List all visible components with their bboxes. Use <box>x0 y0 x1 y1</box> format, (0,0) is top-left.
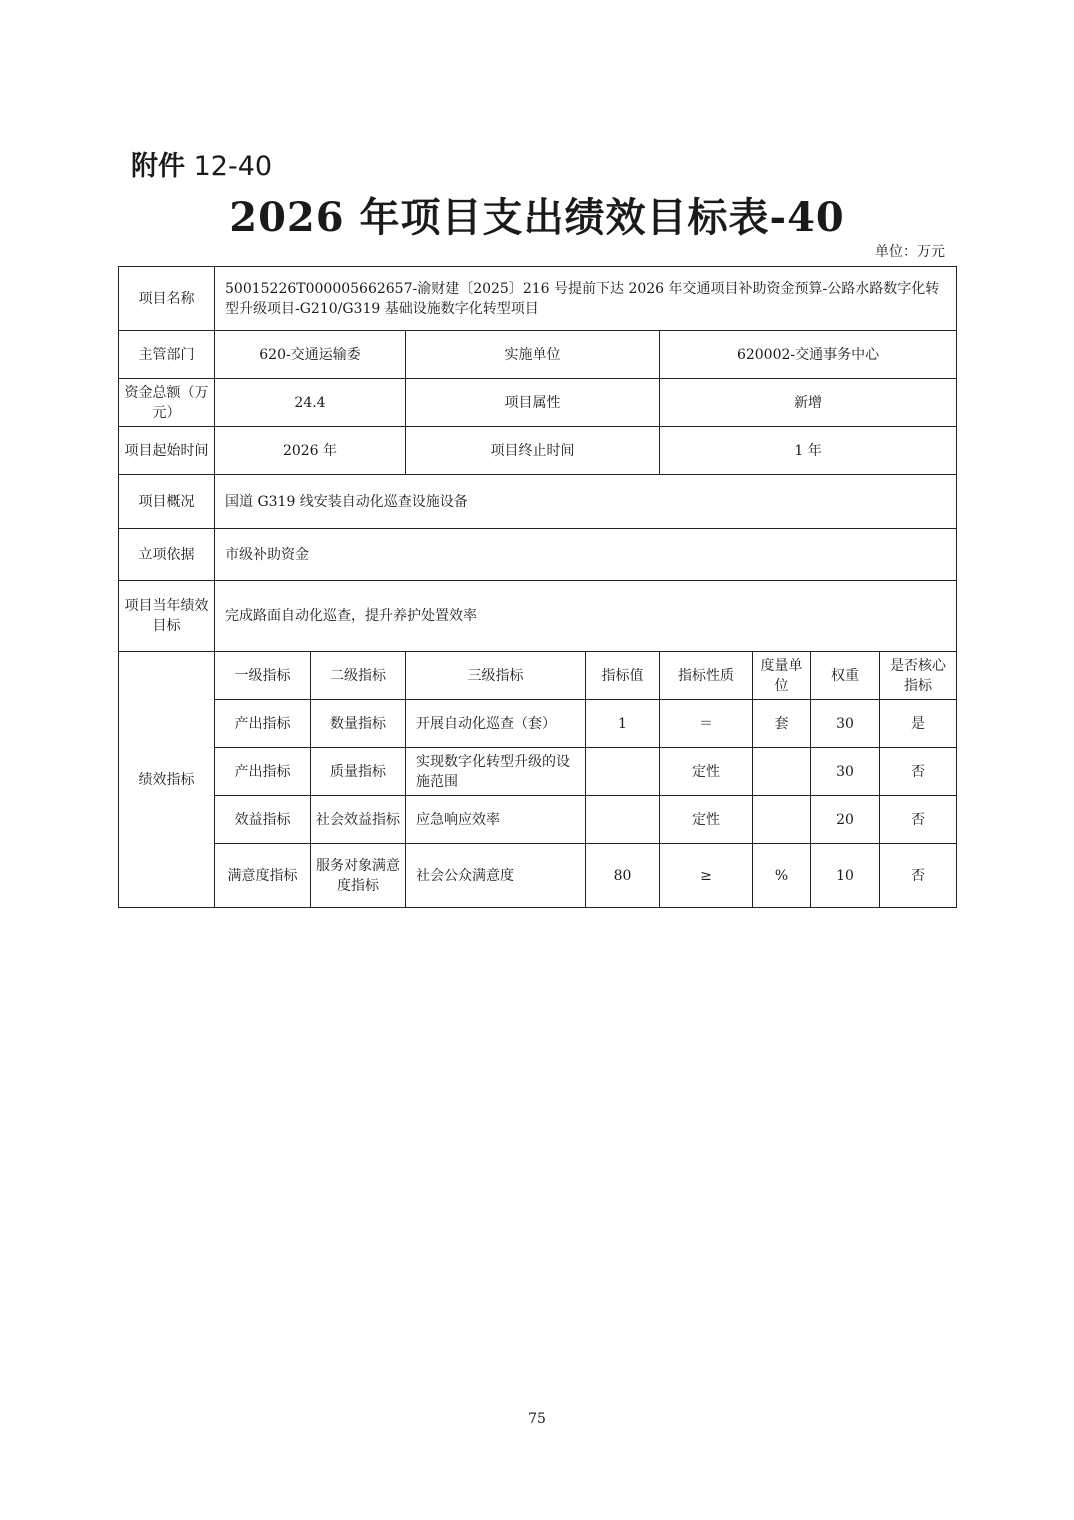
end-label: 项目终止时间 <box>406 427 660 475</box>
impl-label: 实施单位 <box>406 331 660 379</box>
cell-level1: 产出指标 <box>215 700 311 748</box>
cell-level3: 应急响应效率 <box>406 796 586 844</box>
cell-weight: 20 <box>811 796 880 844</box>
row-project-name <box>119 267 957 331</box>
cell-level2: 数量指标 <box>311 700 406 748</box>
cell-nature: 定性 <box>660 748 753 796</box>
attr-value: 新增 <box>660 379 957 427</box>
indicator-row <box>119 844 957 908</box>
impl-value: 620002-交通事务中心 <box>660 331 957 379</box>
page-number: 75 <box>528 1411 546 1427</box>
cell-core: 否 <box>880 796 957 844</box>
overview-value: 国道 G319 线安装自动化巡查设施设备 <box>215 475 957 529</box>
cell-core: 否 <box>880 748 957 796</box>
header-level1: 一级指标 <box>215 652 311 700</box>
header-nature: 指标性质 <box>660 652 753 700</box>
header-unit: 度量单位 <box>753 652 811 700</box>
row-overview <box>119 475 957 529</box>
header-value: 指标值 <box>586 652 660 700</box>
row-department <box>119 331 957 379</box>
header-level2: 二级指标 <box>311 652 406 700</box>
cell-value: 80 <box>586 844 660 908</box>
fund-label: 资金总额（万元） <box>119 379 215 427</box>
cell-level2: 服务对象满意度指标 <box>311 844 406 908</box>
end-value: 1 年 <box>660 427 957 475</box>
unit-label: 单位：万元 <box>875 244 945 260</box>
cell-level1: 产出指标 <box>215 748 311 796</box>
cell-level1: 效益指标 <box>215 796 311 844</box>
attachment-label <box>131 144 272 183</box>
row-basis <box>119 529 957 581</box>
cell-nature: ＝ <box>660 700 753 748</box>
attr-label: 项目属性 <box>406 379 660 427</box>
start-label: 项目起始时间 <box>119 427 215 475</box>
cell-value <box>586 748 660 796</box>
attachment-prefix: 附件 <box>131 151 185 182</box>
cell-value: 1 <box>586 700 660 748</box>
indicator-row <box>119 796 957 844</box>
cell-level2: 社会效益指标 <box>311 796 406 844</box>
fund-value: 24.4 <box>215 379 406 427</box>
row-time <box>119 427 957 475</box>
cell-core: 是 <box>880 700 957 748</box>
overview-label: 项目概况 <box>119 475 215 529</box>
header-level3: 三级指标 <box>406 652 586 700</box>
cell-nature: ≥ <box>660 844 753 908</box>
indicator-row <box>119 700 957 748</box>
cell-value <box>586 796 660 844</box>
project-name-value: 50015226T000005662657-渝财建〔2025〕216 号提前下达 2026 年交通项目补助资金预算-公路水路数字化转型升级项目-G210/G319 基础设施数字化转型项目 <box>215 267 957 331</box>
project-name-label: 项目名称 <box>119 267 215 331</box>
page-title: 2026 年项目支出绩效目标表-40 <box>229 194 845 241</box>
performance-table <box>118 266 957 908</box>
indicator-header-row <box>119 652 957 700</box>
dept-value: 620-交通运输委 <box>215 331 406 379</box>
basis-value: 市级补助资金 <box>215 529 957 581</box>
row-goal <box>119 581 957 652</box>
cell-level1: 满意度指标 <box>215 844 311 908</box>
cell-unit <box>753 796 811 844</box>
cell-level3: 实现数字化转型升级的设施范围 <box>406 748 586 796</box>
header-weight: 权重 <box>811 652 880 700</box>
goal-label: 项目当年绩效目标 <box>119 581 215 652</box>
cell-weight: 30 <box>811 748 880 796</box>
indicators-section-label: 绩效指标 <box>119 652 215 908</box>
start-value: 2026 年 <box>215 427 406 475</box>
cell-level3: 开展自动化巡查（套） <box>406 700 586 748</box>
cell-unit: % <box>753 844 811 908</box>
indicator-row <box>119 748 957 796</box>
cell-unit <box>753 748 811 796</box>
cell-level3: 社会公众满意度 <box>406 844 586 908</box>
cell-nature: 定性 <box>660 796 753 844</box>
cell-core: 否 <box>880 844 957 908</box>
cell-level2: 质量指标 <box>311 748 406 796</box>
header-core: 是否核心指标 <box>880 652 957 700</box>
basis-label: 立项依据 <box>119 529 215 581</box>
cell-unit: 套 <box>753 700 811 748</box>
cell-weight: 10 <box>811 844 880 908</box>
row-fund <box>119 379 957 427</box>
goal-value: 完成路面自动化巡查，提升养护处置效率 <box>215 581 957 652</box>
dept-label: 主管部门 <box>119 331 215 379</box>
cell-weight: 30 <box>811 700 880 748</box>
attachment-number: 12-40 <box>193 151 273 182</box>
